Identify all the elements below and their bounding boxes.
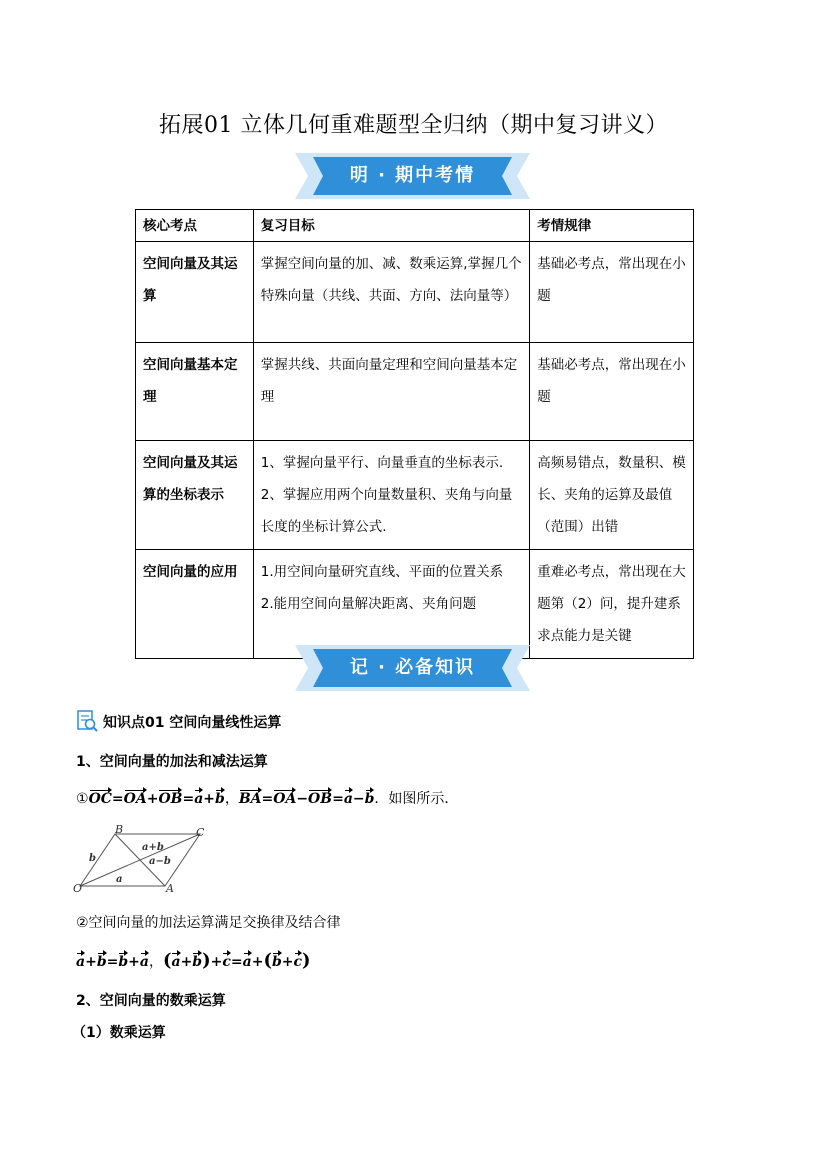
banner-knowledge bbox=[295, 645, 530, 691]
formula-line-1: ①OC=OA+OB=a+b，BA=OA−OB=a−b．如图所示． bbox=[76, 791, 459, 807]
vertex-label-o: O bbox=[73, 882, 83, 895]
pattern-cell: 重难必考点，常出现在大题第（2）问，提升建系求点能力是关键 bbox=[530, 550, 694, 659]
sum-label: a+b bbox=[142, 842, 164, 853]
topic-cell: 空间向量的应用 bbox=[136, 550, 254, 659]
goal-line: 1.用空间向量研究直线、平面的位置关系 bbox=[260, 564, 504, 580]
exam-info-table bbox=[135, 209, 694, 659]
edge-label-a: a bbox=[116, 874, 123, 885]
goal-cell: 掌握空间向量的加、减、数乘运算,掌握几个特殊向量（共线、共面、方向、法向量等） bbox=[253, 242, 529, 343]
pattern-cell: 基础必考点，常出现在小题 bbox=[530, 343, 694, 441]
vertex-label-c: C bbox=[196, 826, 205, 839]
formula-line-2: a+b=b+a，(a+b)+c=a+(b+c) bbox=[76, 950, 311, 971]
subsection-heading: （1）数乘运算 bbox=[72, 1025, 166, 1041]
goal-cell bbox=[253, 441, 529, 550]
vertex-label-b: B bbox=[115, 824, 124, 836]
goal-cell: 掌握共线、共面向量定理和空间向量基本定理 bbox=[253, 343, 529, 441]
table-row bbox=[136, 242, 694, 343]
topic-cell: 空间向量及其运算 bbox=[136, 242, 254, 343]
edge-label-b: b bbox=[89, 853, 96, 864]
table-header-cell: 考情规律 bbox=[530, 210, 694, 242]
section-heading: 1、空间向量的加法和减法运算 bbox=[76, 754, 268, 770]
table-row bbox=[136, 343, 694, 441]
topic-cell: 空间向量基本定理 bbox=[136, 343, 254, 441]
page-title: 拓展01 立体几何重难题型全归纳（期中复习讲义） bbox=[159, 113, 668, 138]
banner-exam-info bbox=[295, 153, 530, 199]
knowledge-point-icon bbox=[76, 710, 98, 732]
knowledge-point-title: 知识点01 空间向量线性运算 bbox=[103, 715, 282, 731]
vertex-label-a: A bbox=[166, 882, 174, 895]
table-header-cell: 复习目标 bbox=[253, 210, 529, 242]
table-header-cell: 核心考点 bbox=[136, 210, 254, 242]
topic-cell: 空间向量及其运算的坐标表示 bbox=[136, 441, 254, 550]
separator: ， bbox=[224, 791, 239, 807]
table-header-row bbox=[136, 210, 694, 242]
parallelogram-diagram bbox=[72, 824, 222, 899]
table-row bbox=[136, 441, 694, 550]
table-row bbox=[136, 550, 694, 659]
goal-line: 2、掌握应用两个向量数量积、夹角与向量长度的坐标计算公式. bbox=[260, 487, 513, 535]
pattern-cell: 基础必考点，常出现在小题 bbox=[530, 242, 694, 343]
goal-line: 2.能用空间向量解决距离、夹角问题 bbox=[260, 596, 477, 612]
goal-cell bbox=[253, 550, 529, 659]
banner-label: 记 · 必备知识 bbox=[349, 657, 476, 678]
paragraph: ②空间向量的加法运算满足交换律及结合律 bbox=[76, 915, 341, 931]
figure-note: ．如图所示． bbox=[374, 791, 459, 807]
section-heading: 2、空间向量的数乘运算 bbox=[76, 993, 226, 1009]
pattern-cell: 高频易错点，数量积、模长、夹角的运算及最值（范围）出错 bbox=[530, 441, 694, 550]
diff-label: a−b bbox=[149, 856, 171, 867]
goal-line: 1、掌握向量平行、向量垂直的坐标表示. bbox=[260, 455, 504, 471]
banner-label: 明 · 期中考情 bbox=[349, 165, 476, 186]
